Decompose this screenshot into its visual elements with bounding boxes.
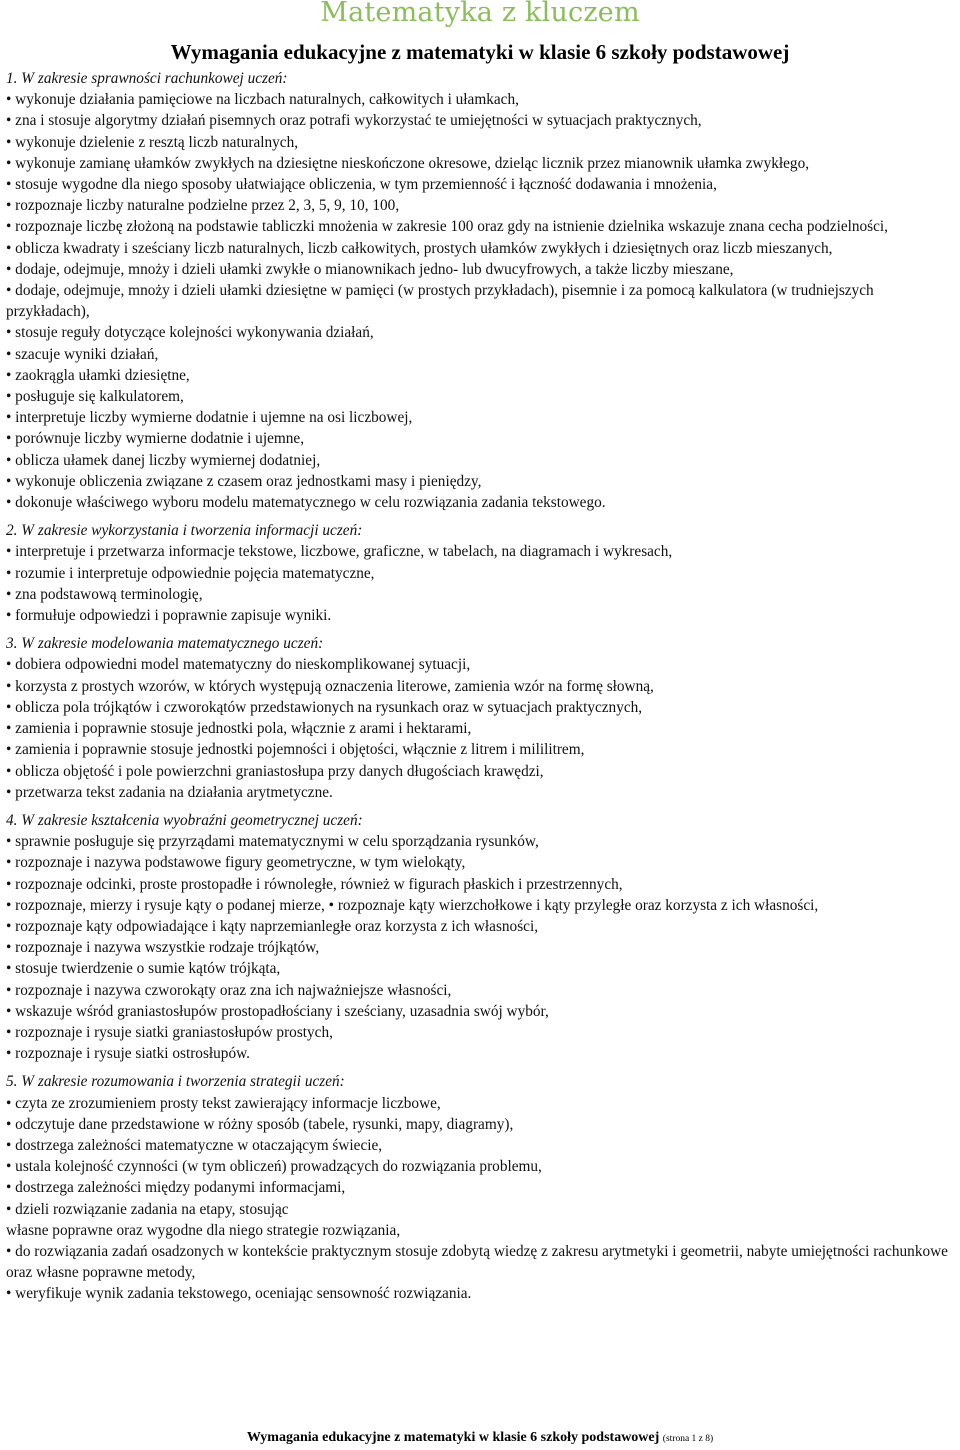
requirement-item: • rozpoznaje odcinki, proste prostopadłe i równoległe, również w figurach płaskich i przestrzennych, <box>6 875 623 893</box>
footer-title: Wymagania edukacyjne z matematyki w klasie 6 szkoły podstawowej <box>246 1430 660 1445</box>
requirement-item: • dzieli rozwiązanie zadania na etapy, stosując <box>6 1200 289 1218</box>
requirement-item: • rozpoznaje i nazywa podstawowe figury geometryczne, w tym wielokąty, <box>6 854 466 872</box>
requirement-item: • czyta ze zrozumieniem prosty tekst zawierający informacje liczbowe, <box>6 1094 441 1112</box>
requirement-item: • rozpoznaje i nazywa czworokąty oraz zna ich najważniejsze własności, <box>6 981 452 999</box>
requirement-item: • zaokrągla ułamki dziesiętne, <box>6 366 190 384</box>
requirement-item: • oblicza ułamek danej liczby wymiernej dodatniej, <box>6 451 321 469</box>
requirement-item: • dokonuje właściwego wyboru modelu matematycznego w celu rozwiązania zadania tekstowego. <box>6 494 606 512</box>
requirement-item: • rozpoznaje kąty odpowiadające i kąty naprzemianległe oraz korzysta z ich własności, <box>6 917 539 935</box>
requirements-content <box>6 68 956 1305</box>
requirement-item: • wskazuje wśród graniastosłupów prostopadłościany i sześciany, uzasadnia swój wybór, <box>6 1002 549 1020</box>
requirement-item: • oblicza objętość i pole powierzchni graniastosłupa przy danych długościach krawędzi, <box>6 762 544 780</box>
requirement-item: • formułuje odpowiedzi i poprawnie zapisuje wyniki. <box>6 607 332 625</box>
requirement-item: • wykonuje działania pamięciowe na liczbach naturalnych, całkowitych i ułamkach, <box>6 91 519 109</box>
requirement-item: • do rozwiązania zadań osadzonych w kontekście praktycznym stosuje zdobytą wiedzę z zakresu arytmetyki i geometrii, nabyte umiejętności rachunkowe oraz własne poprawne metody, <box>6 1242 948 1282</box>
document-title: Matematyka z kluczem <box>320 0 640 28</box>
requirement-item: • przetwarza tekst zadania na działania arytmetyczne. <box>6 783 333 801</box>
requirement-item: • stosuje reguły dotyczące kolejności wykonywania działań, <box>6 324 374 342</box>
section-3 <box>6 633 956 803</box>
requirement-item: • rozpoznaje liczbę złożoną na podstawie tabliczki mnożenia w zakresie 100 oraz gdy na istnienie dzielnika wskazuje znana cecha podzielności, <box>6 218 888 236</box>
requirement-item: • rozpoznaje i nazywa wszystkie rodzaje trójkątów, <box>6 939 320 957</box>
requirement-item: • dodaje, odejmuje, mnoży i dzieli ułamki dziesiętne w pamięci (w prostych przykładach), pisemnie i za pomocą kalkulatora (w trudniejszych przykładach), <box>6 282 874 321</box>
section-title: 2. W zakresie wykorzystania i tworzenia informacji uczeń: <box>6 522 363 540</box>
requirement-item: • stosuje wygodne dla niego sposoby ułatwiające obliczenia, w tym przemienność i łączność dodawania i mnożenia, <box>6 176 717 194</box>
requirement-item: • rozpoznaje i rysuje siatki ostrosłupów. <box>6 1045 250 1063</box>
requirement-item: • interpretuje i przetwarza informacje tekstowe, liczbowe, graficzne, w tabelach, na diagramach i wykresach, <box>6 543 673 561</box>
requirement-item: • porównuje liczby wymierne dodatnie i ujemne, <box>6 430 305 448</box>
requirement-item: • korzysta z prostych wzorów, w których występują oznaczenia literowe, zamienia wzór na formę słowną, <box>6 677 654 695</box>
requirement-item: • wykonuje zamianę ułamków zwykłych na dziesiętne nieskończone okresowe, dzieląc licznik przez mianownik ułamka zwykłego, <box>6 154 810 172</box>
requirement-item: • oblicza kwadraty i sześciany liczb naturalnych, liczb całkowitych, prostych ułamków zwykłych i dziesiętnych oraz liczb mieszanych, <box>6 239 833 257</box>
requirement-item: • ustala kolejność czynności (w tym obliczeń) prowadzących do rozwiązania problemu, <box>6 1158 542 1176</box>
requirement-item: • sprawnie posługuje się przyrządami matematycznymi w celu sporządzania rysunków, <box>6 833 539 851</box>
section-title: 4. W zakresie kształcenia wyobraźni geometrycznej uczeń: <box>6 811 363 829</box>
requirement-item: • szacuje wyniki działań, <box>6 345 159 363</box>
requirement-item: • rozpoznaje, mierzy i rysuje kąty o podanej mierze, • rozpoznaje kąty wierzchołkowe i kąty przyległe oraz korzysta z ich własności, <box>6 896 819 914</box>
footer-page-number: (strona 1 z 8) <box>662 1434 714 1444</box>
requirement-item: • weryfikuje wynik zadania tekstowego, oceniając sensowność rozwiązania. <box>6 1285 472 1303</box>
requirement-item: • rozpoznaje i rysuje siatki graniastosłupów prostych, <box>6 1023 333 1041</box>
requirement-item: • zna podstawową terminologię, <box>6 585 203 603</box>
requirement-item: • odczytuje dane przedstawione w różny sposób (tabele, rysunki, mapy, diagramy), <box>6 1115 514 1133</box>
requirement-item: • posługuje się kalkulatorem, <box>6 388 184 406</box>
section-1 <box>6 68 956 513</box>
requirement-item: • rozumie i interpretuje odpowiednie pojęcia matematyczne, <box>6 564 375 582</box>
document-subtitle: Wymagania edukacyjne z matematyki w klasie 6 szkoły podstawowej <box>170 40 790 64</box>
requirement-item: • zna i stosuje algorytmy działań pisemnych oraz potrafi wykorzystać te umiejętności w sytuacjach praktycznych, <box>6 112 702 130</box>
requirement-item: • zamienia i poprawnie stosuje jednostki pojemności i objętości, włącznie z litrem i mililitrem, <box>6 741 585 759</box>
requirement-item: • wykonuje dzielenie z resztą liczb naturalnych, <box>6 133 299 151</box>
section-title: 1. W zakresie sprawności rachunkowej uczeń: <box>6 70 288 87</box>
requirement-item: • oblicza pola trójkątów i czworokątów przedstawionych na rysunkach oraz w sytuacjach praktycznych, <box>6 698 643 716</box>
requirement-item: • stosuje twierdzenie o sumie kątów trójkąta, <box>6 960 281 978</box>
requirement-item: • dostrzega zależności matematyczne w otaczającym świecie, <box>6 1136 383 1154</box>
requirement-item: • dobiera odpowiedni model matematyczny do nieskomplikowanej sytuacji, <box>6 656 471 674</box>
section-title: 5. W zakresie rozumowania i tworzenia strategii uczeń: <box>6 1073 345 1091</box>
requirement-item: • wykonuje obliczenia związane z czasem oraz jednostkami masy i pieniędzy, <box>6 472 482 490</box>
requirement-item: • interpretuje liczby wymierne dodatnie i ujemne na osi liczbowej, <box>6 409 413 427</box>
requirement-item: własne poprawne oraz wygodne dla niego strategie rozwiązania, <box>6 1221 401 1239</box>
section-2 <box>6 520 956 626</box>
section-4 <box>6 810 956 1064</box>
requirement-item: • dodaje, odejmuje, mnoży i dzieli ułamki zwykłe o mianownikach jedno- lub dwucyfrowych, a także liczby mieszane, <box>6 260 734 278</box>
section-5 <box>6 1071 956 1304</box>
section-title: 3. W zakresie modelowania matematycznego uczeń: <box>6 635 324 653</box>
requirement-item: • zamienia i poprawnie stosuje jednostki pola, włącznie z arami i hektarami, <box>6 720 472 738</box>
requirement-item: • rozpoznaje liczby naturalne podzielne przez 2, 3, 5, 9, 10, 100, <box>6 197 400 215</box>
page-footer <box>0 1430 960 1446</box>
requirement-item: • dostrzega zależności między podanymi informacjami, <box>6 1179 346 1197</box>
